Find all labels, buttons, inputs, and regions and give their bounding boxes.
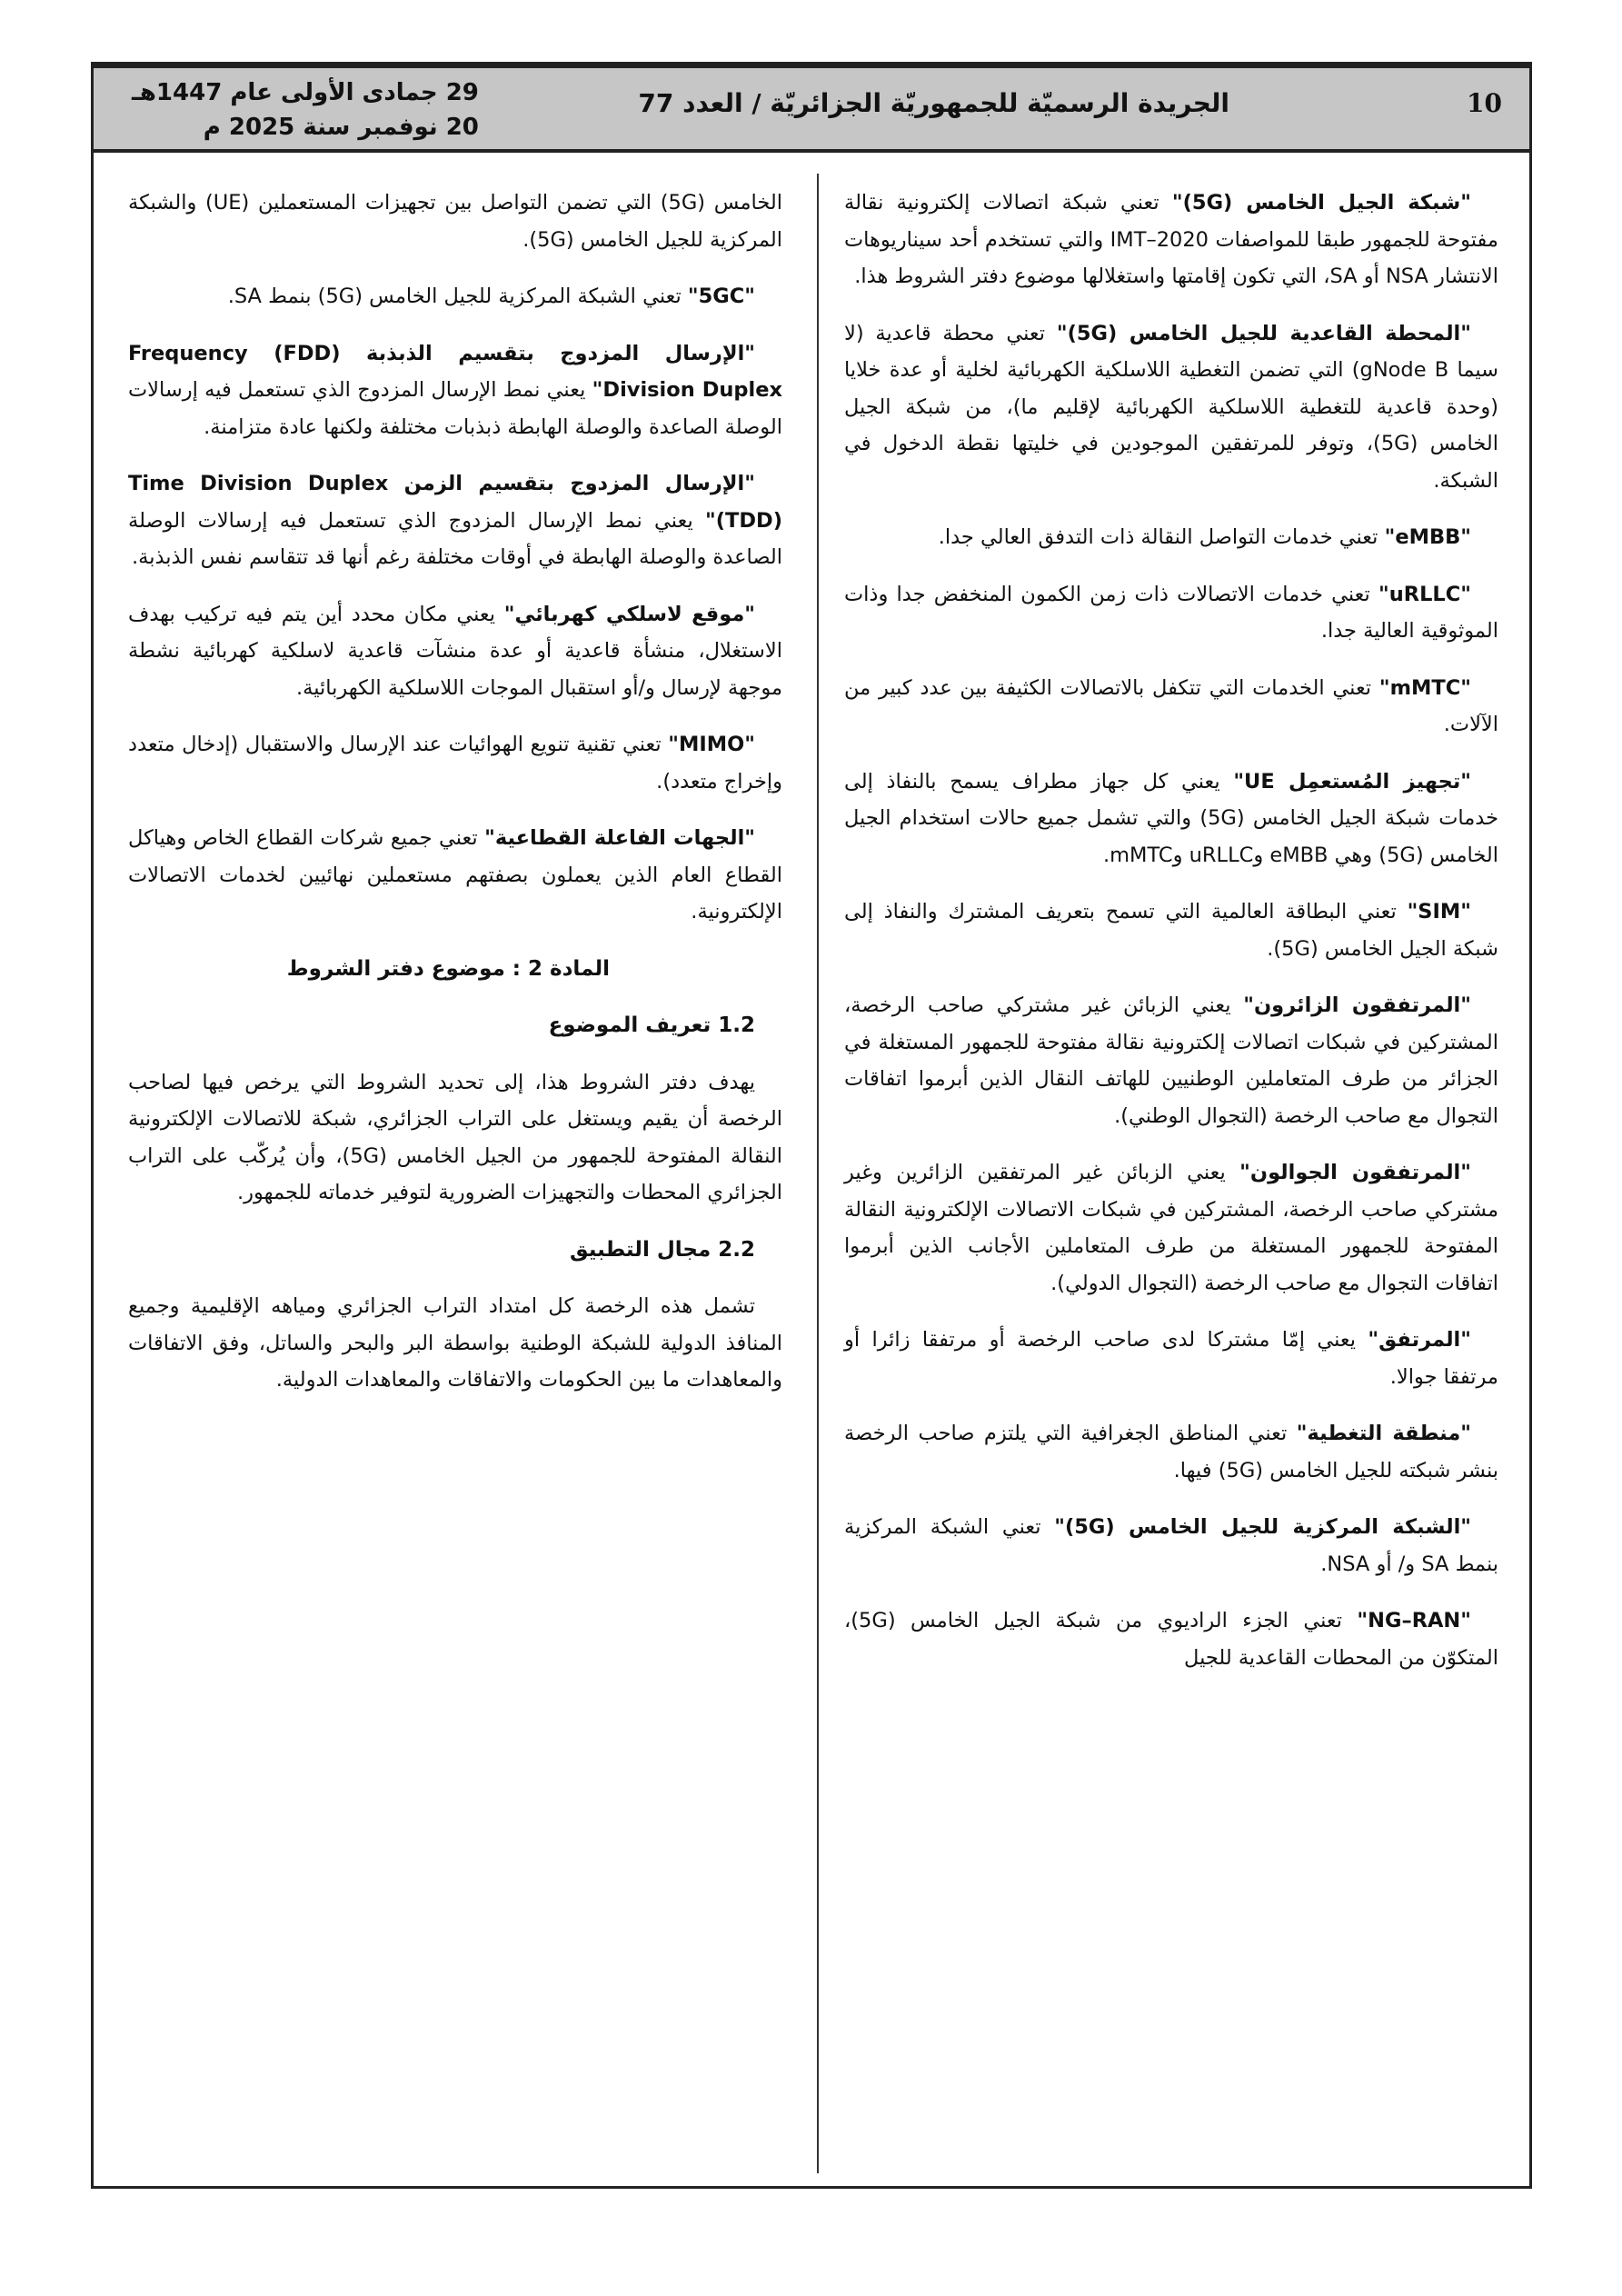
defined-term: "eMBB" [1384,525,1471,549]
definition-text: تعني خدمات التواصل النقالة ذات التدفق العالي جدا. [938,525,1385,549]
page-frame [91,62,1532,2189]
defined-term: "الإرسال المزدوج بتقسيم الذبذبة (FDD) Frequency Division Duplex" [128,341,783,402]
issue-date [132,75,479,145]
left-column [128,185,782,1419]
definition-paragraph [128,820,782,931]
definition-paragraph [844,764,1498,874]
page-number: 10 [1467,88,1502,118]
definition-text: يعني كل جهاز مطراف يسمح بالنفاذ إلى خدمات شبكة الجيل الخامس (5G) والتي تشمل جميع حالات استخدام الجيل الخامس (5G) وهي eMBB وuRLLC وmMTC. [844,769,1499,867]
column-divider [817,174,819,2173]
defined-term: "المرتفقون الزائرون" [1243,993,1471,1017]
definition-paragraph [128,465,782,576]
section-heading: 1.2 تعريف الموضوع [548,1013,755,1037]
section-paragraph: تشمل هذه الرخصة كل امتداد التراب الجزائري ومياهه الإقليمية وجميع المنافذ الدولية للشبكة الوطنية بواسطة البر والبحر والساتل، وفق الاتفاقات والمعاهدات ما بين الحكومات والاتفاقات والمعاهدات الدولية. [128,1294,782,1392]
definition-text: يعني إمّا مشتركا لدى صاحب الرخصة أو مرتفقا زائرا أو مرتفقا جوالا. [844,1328,1498,1389]
definition-text: تعني الخدمات التي تتكفل بالاتصالات الكثيفة بين عدد كبير من الآلات. [844,675,1498,736]
definition-text: يعني نمط الإرسال المزدوج الذي تستعمل فيه إرسالات الوصلة الصاعدة والوصلة الهابطة في أوقات مختلفة رغم أنها قد تتقاسم نفس الذبذبة. [128,508,782,569]
article-heading: المادة 2 : موضوع دفتر الشروط [286,956,610,981]
definition-text: تعني محطة قاعدية (لا سيما gNode B) التي تضمن التغطية اللاسلكية الكهربائية لخلية أو عدة خلايا (وحدة قاعدية للتغطية اللاسلكية الكهربائية لإقليم ما)، من شبكة الجيل الخامس (5G)، وتوفر للمرتفقين الموجودين في خليتها نقطة الدخول في الشبكة. [844,321,1498,493]
definition-paragraph [844,987,1498,1134]
definition-paragraph [128,726,782,800]
section-paragraph: يهدف دفتر الشروط هذا، إلى تحديد الشروط التي يرخص فيها لصاحب الرخصة أن يقيم ويستغل على التراب الجزائري، شبكة للاتصالات الإلكترونية النقالة المفتوحة للجمهور من الجيل الخامس (5G)، وأن يُركّب على التراب الجزائري المحطات والتجهيزات الضرورية لتوفير خدماته للجمهور. [128,1070,782,1204]
definition-text: تعني شبكة اتصالات إلكترونية نقالة مفتوحة للجمهور طبقا للمواصفات IMT–2020 والتي تستخدم أحد سيناريوهات الانتشار NSA أو SA، التي تكون إقامتها واستغلالها موضوع دفتر الشروط هذا. [844,191,1498,288]
defined-term: "SIM" [1407,900,1471,923]
defined-term: "الشبكة المركزية للجيل الخامس (5G)" [1054,1515,1472,1539]
definition-paragraph [844,185,1498,295]
defined-term: "MIMO" [668,733,755,756]
definition-text: يعني الزبائن غير مشتركي صاحب الرخصة، المشتركين في شبكات اتصالات إلكترونية نقالة مفتوحة للجمهور المستغلة في الجزائر من طرف المتعاملين الوطنيين للهاتف النقال الذين أبرموا اتفاقات التجوال مع صاحب الرخصة (التجوال الوطني). [844,993,1498,1128]
page-header [94,65,1529,153]
defined-term: "المرتفق" [1368,1328,1471,1352]
definition-text: تعني الشبكة المركزية بنمط SA و/ أو NSA. [844,1515,1498,1576]
definition-paragraph [844,1602,1498,1676]
definition-paragraph [844,893,1498,967]
defined-term: "موقع لاسلكي كهربائي" [503,602,755,626]
defined-term: "mMTC" [1378,675,1471,700]
definition-text: يعني مكان محدد أين يتم فيه تركيب بهدف الاستغلال، منشأة قاعدية أو عدة منشآت قاعدية لاسلكية كهربائية نشطة موجهة لإرسال و/أو استقبال الموجات اللاسلكية الكهربائية. [128,602,782,700]
defined-term: "الإرسال المزدوج بتقسيم الزمن Time Division Duplex (TDD)" [128,472,782,533]
defined-term: "المحطة القاعدية للجيل الخامس (5G)" [1056,321,1471,345]
definition-paragraph [844,315,1498,500]
definition-text: تعني الجزء الراديوي من شبكة الجيل الخامس (5G)، المتكوّن من المحطات القاعدية للجيل [844,1609,1498,1670]
defined-term: "تجهيز المُستعمِل UE" [1233,769,1471,794]
defined-term: "5GC" [687,285,755,308]
definition-text: تعني تقنية تنويع الهوائيات عند الإرسال والاستقبال (إدخال متعدد وإخراج متعدد). [128,733,782,794]
date-gregorian: 20 نوفمبر سنة 2025 م [203,114,479,141]
definition-text: تعني البطاقة العالمية التي تسمح بتعريف المشترك والنفاذ إلى شبكة الجيل الخامس (5G). [844,900,1498,961]
definition-text: يعني الزبائن غير المرتفقين الزائرين وغير مشتركي صاحب الرخصة، المشتركين في شبكات الاتصالات الإلكترونية النقالة المفتوحة للجمهور المستغلة من طرف المتعاملين الأجانب الذين أبرموا اتفاقات التجوال مع صاحب الرخصة (التجوال الدولي). [844,1161,1498,1295]
defined-term: "شبكة الجيل الخامس (5G)" [1171,191,1471,215]
definition-text: تعني المناطق الجغرافية التي يلتزم صاحب الرخصة بنشر شبكته للجيل الخامس (5G) فيها. [844,1422,1498,1482]
left-definitions [128,278,782,931]
definition-paragraph [844,1322,1498,1395]
definition-text: تعني جميع شركات القطاع الخاص وهياكل القطاع العام الذين يعملون بصفتهم مستعملين نهائيين لخدمات الاتصالات الإلكترونية. [128,826,782,923]
definition-paragraph [844,670,1498,744]
defined-term: "NG–RAN" [1357,1609,1471,1632]
definition-paragraph [128,335,782,446]
date-hijri: 29 جمادى الأولى عام 1447هـ [132,79,479,106]
journal-title: الجريدة الرسميّة للجمهوريّة الجزائريّة / العدد 77 [638,88,1229,118]
defined-term: "منطقة التغطية" [1296,1422,1471,1445]
definition-paragraph [844,576,1498,650]
definition-paragraph [844,1509,1498,1582]
definition-text: تعني خدمات الاتصالات ذات زمن الكمون المنخفض جدا وذات الموثوقية العالية جدا. [844,582,1498,643]
definition-text: يعني نمط الإرسال المزدوج الذي تستعمل فيه إرسالات الوصلة الصاعدة والوصلة الهابطة ذبذبات مختلفة ولكنها عادة متزامنة. [128,378,782,439]
continuation-paragraph: الخامس (5G) التي تضمن التواصل بين تجهيزات المستعملين (UE) والشبكة المركزية للجيل الخامس (5G). [128,191,782,252]
right-column [844,185,1498,1696]
definition-paragraph [128,278,782,315]
definition-text: تعني الشبكة المركزية للجيل الخامس (5G) بنمط SA. [227,285,688,308]
definition-paragraph [128,596,782,707]
definition-paragraph [844,1415,1498,1489]
defined-term: "المرتفقون الجوالون" [1239,1161,1471,1184]
defined-term: "uRLLC" [1378,582,1471,606]
definition-paragraph [844,1154,1498,1302]
defined-term: "الجهات الفاعلة القطاعية" [484,826,756,850]
definition-paragraph [844,519,1498,556]
section-heading: 2.2 مجال التطبيق [570,1237,755,1262]
